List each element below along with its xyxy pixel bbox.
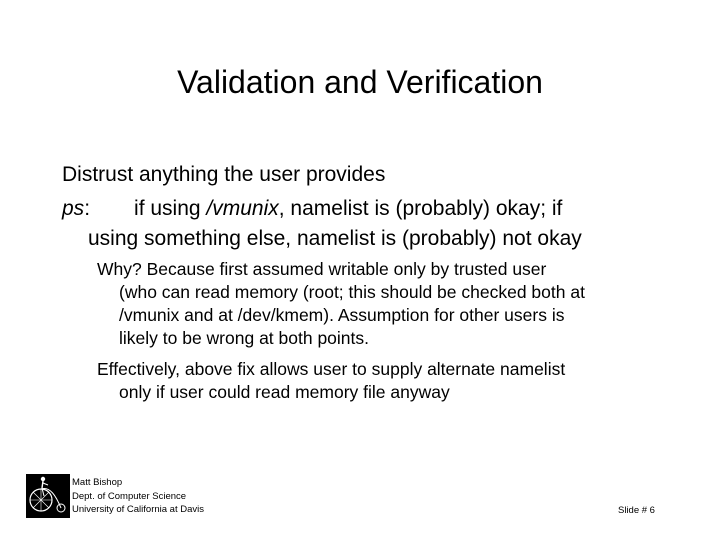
- ps-command: ps: [62, 197, 85, 220]
- ps-rest: , namelist is (probably) okay; if: [278, 197, 563, 220]
- sub-effectively-line1: Effectively, above fix allows user to supply alternate namelist: [97, 359, 566, 379]
- sub-why-line1: Why? Because first assumed writable only by trusted user: [97, 259, 547, 279]
- sub-effectively-line2: only if user could read memory file anyway: [119, 382, 450, 402]
- bullet-ps-line1: [62, 194, 562, 224]
- ps-colon: :: [84, 197, 91, 220]
- footer-author: Matt Bishop: [72, 477, 123, 488]
- footer-affiliation: [72, 476, 204, 517]
- sub-why-line2: (who can read memory (root; this should be checked both at: [119, 282, 585, 302]
- vmunix-path: /vmunix: [206, 197, 279, 220]
- footer-dept: Dept. of Computer Science: [72, 490, 187, 502]
- sub-why-line3: /vmunix and at /dev/kmem). Assumption for other users is: [119, 305, 565, 325]
- bullet-distrust: Distrust anything the user provides: [62, 163, 386, 186]
- slide-number: Slide # 6: [618, 505, 655, 516]
- slide-title: Validation and Verification: [177, 64, 543, 100]
- penny-farthing-bicycle-icon: [26, 474, 70, 518]
- sub-why-line4: likely to be wrong at both points.: [119, 328, 370, 348]
- ps-if-using: if using: [134, 197, 207, 220]
- footer-university: University of California at Davis: [72, 504, 204, 515]
- bullet-ps-line2: using something else, namelist is (probably) not okay: [88, 227, 582, 250]
- slide-footer: [26, 474, 696, 522]
